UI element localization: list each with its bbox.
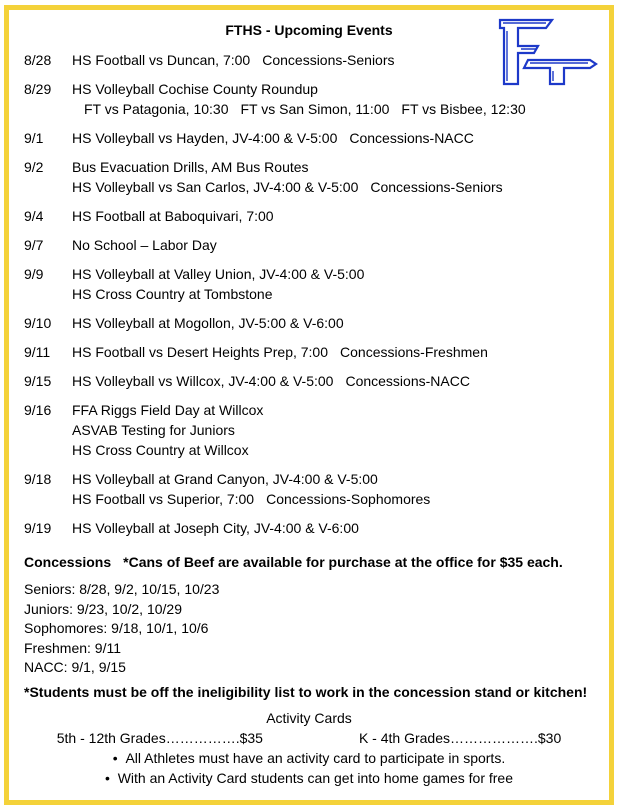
event-row [24, 342, 584, 362]
concessions-warning: *Students must be off the ineligibility list to work in the concession stand or kitchen! [24, 683, 588, 700]
event-date: 9/19 [24, 520, 52, 536]
activity-note: With an Activity Card students can get into home games for free [117, 770, 513, 786]
event-concession: Concessions-Sophomores [266, 491, 431, 507]
event-text: HS Volleyball Cochise County Roundup [72, 81, 318, 97]
event-text: HS Volleyball at Grand Canyon, JV-4:00 & V-5:00 [72, 471, 378, 487]
event-concession: Concessions-NACC [349, 130, 474, 146]
event-row [24, 157, 584, 197]
event-text: HS Football vs Desert Heights Prep, 7:00 [72, 344, 329, 360]
event-row [24, 264, 584, 304]
event-row [24, 206, 584, 226]
price-high: 5th - 12th Grades…………….$35 [56, 730, 263, 746]
concession-group: Sophomores: 9/18, 10/1, 10/6 [24, 620, 209, 636]
event-text: HS Volleyball at Joseph City, JV-4:00 & V-6:00 [72, 520, 359, 536]
event-date: 9/9 [24, 266, 44, 282]
event-concession: Concessions-Seniors [262, 52, 395, 68]
event-concession: Concessions-Seniors [370, 179, 503, 195]
event-row [24, 128, 584, 148]
event-date: 9/7 [24, 237, 44, 253]
event-date: 9/4 [24, 208, 44, 224]
event-date: 9/10 [24, 315, 52, 331]
event-text: HS Cross Country at Willcox [72, 442, 249, 458]
event-text: HS Volleyball vs Hayden, JV-4:00 & V-5:00 [72, 130, 338, 146]
event-row [24, 400, 584, 460]
event-text: No School – Labor Day [72, 237, 217, 253]
event-row [24, 371, 584, 391]
event-row [24, 50, 584, 70]
event-text: HS Cross Country at Tombstone [72, 286, 273, 302]
concessions-schedule [24, 580, 594, 678]
event-text: HS Football at Baboquivari, 7:00 [72, 208, 274, 224]
event-date: 9/2 [24, 159, 44, 175]
event-row [24, 518, 584, 538]
event-text: ASVAB Testing for Juniors [72, 422, 235, 438]
event-date: 9/15 [24, 373, 52, 389]
concessions-section [24, 552, 594, 702]
event-date: 9/1 [24, 130, 44, 146]
event-text: HS Volleyball vs San Carlos, JV-4:00 & V-5:00 [72, 179, 359, 195]
event-date: 9/16 [24, 402, 52, 418]
concession-group: Juniors: 9/23, 10/2, 10/29 [24, 600, 182, 617]
event-date: 9/11 [24, 344, 51, 360]
event-subtext: FT vs Patagonia, 10:30 [84, 101, 229, 117]
event-date: 9/18 [24, 471, 52, 487]
bullet-icon: • [105, 770, 118, 786]
event-text: HS Volleyball vs Willcox, JV-4:00 & V-5:00 [72, 373, 334, 389]
page-title: FTHS - Upcoming Events [225, 22, 393, 38]
concession-group: Freshmen: 9/11 [24, 639, 122, 656]
event-text: HS Football vs Superior, 7:00 [72, 491, 255, 507]
events-list [24, 50, 584, 547]
event-text: FFA Riggs Field Day at Willcox [72, 402, 264, 418]
price-low: K - 4th Grades……………….$30 [358, 730, 562, 746]
event-row [24, 313, 584, 333]
event-subtext: FT vs San Simon, 11:00 [240, 101, 390, 117]
activity-cards-section [0, 708, 618, 788]
bullet-icon: • [112, 750, 126, 766]
event-date: 8/28 [24, 52, 52, 68]
concessions-label: Concessions [24, 554, 112, 570]
event-concession: Concessions-Freshmen [340, 344, 488, 360]
event-concession: Concessions-NACC [345, 373, 470, 389]
activity-cards-title: Activity Cards [266, 710, 352, 726]
event-text: HS Football vs Duncan, 7:00 [72, 52, 251, 68]
event-subtext: FT vs Bisbee, 12:30 [401, 101, 526, 117]
concession-group: NACC: 9/1, 9/15 [24, 659, 126, 675]
activity-note: All Athletes must have an activity card to participate in sports. [125, 750, 506, 766]
event-row [24, 79, 584, 119]
event-text: Bus Evacuation Drills, AM Bus Routes [72, 159, 309, 175]
event-date: 8/29 [24, 81, 52, 97]
concession-group: Seniors: 8/28, 9/2, 10/15, 10/23 [24, 581, 220, 597]
event-row [24, 235, 584, 255]
event-text: HS Volleyball at Mogollon, JV-5:00 & V-6:00 [72, 315, 344, 331]
event-text: HS Volleyball at Valley Union, JV-4:00 & V-5:00 [72, 266, 365, 282]
concessions-note: *Cans of Beef are available for purchase at the office for $35 each. [123, 554, 563, 570]
event-row [24, 469, 584, 509]
